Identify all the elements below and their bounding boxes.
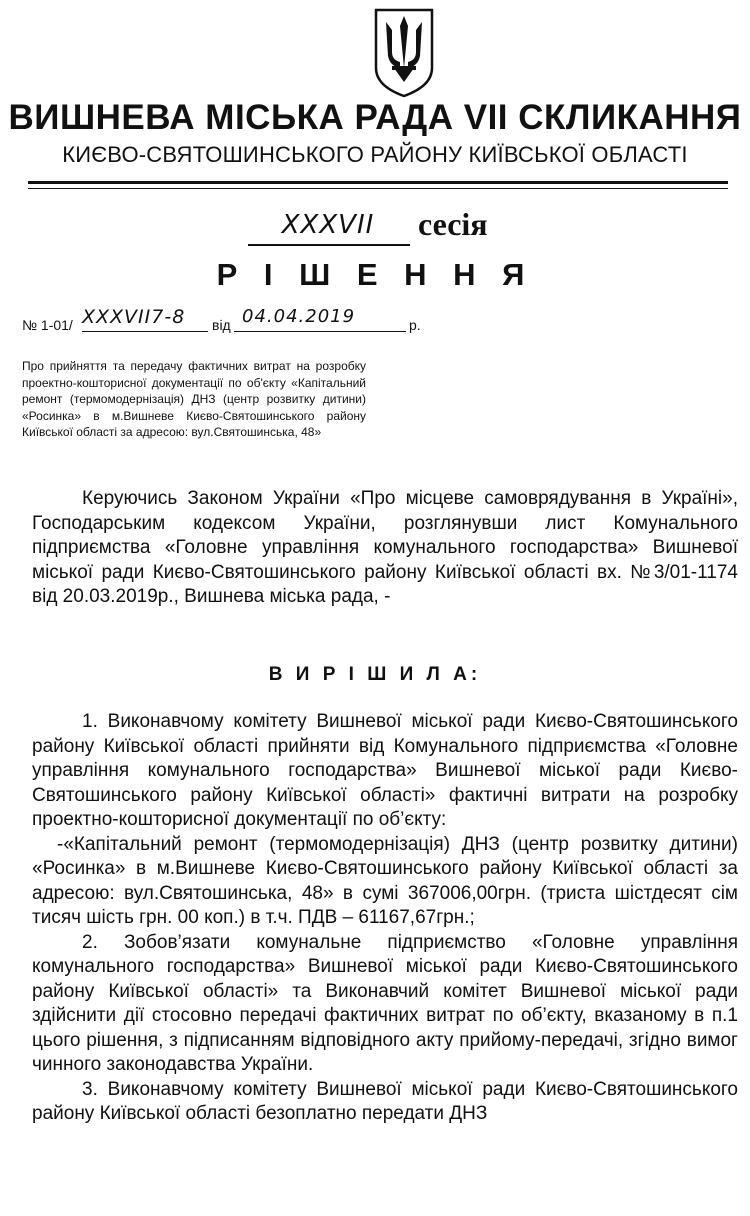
trident-coat-of-arms-icon (372, 6, 436, 98)
decision-subject: Про прийняття та передачу фактичних витрат на розробку проектно-кошторисної документації по об'єкту «Капітальний ремонт (термомодернізація) ДНЗ (центр розвитку дитини) «Росинка» в м.Вишневе Києво-Святошинського району Київської області за адресою: вул.Святошинська, 48» (22, 359, 366, 439)
session-number-handwritten: XXXVII (281, 210, 375, 240)
resolution-item-1: 1. Виконавчому комітету Вишневої міської ради Києво-Святошинського району Київської області прийняти від Комунального підприємства «Головне управління комунального господарства» Вишневої міської ради Києво-Святошинського району Київської області» фактичні витрати на розробку проектно-кошторисної документації по об’єкту: (32, 711, 738, 830)
resolved-heading: В И Р І Ш И Л А: (268, 664, 482, 685)
session-underline (248, 244, 410, 246)
number-prefix: № 1-01/ (22, 317, 73, 333)
date-handwritten: 04.04.2019 (242, 306, 356, 327)
session-label: сесія (418, 206, 488, 242)
resolution-item-3: 3. Виконавчому комітету Вишневої міської ради Києво-Святошинського району Київської області безоплатно передати ДНЗ (32, 1078, 738, 1124)
header-divider-thick (28, 181, 728, 184)
header-divider-thin (28, 188, 728, 189)
council-region: КИЄВО-СВЯТОШИНСЬКОГО РАЙОНУ КИЇВСЬКОЇ ОБЛАСТІ (62, 142, 688, 167)
resolution-item-2: 2. Зобов’язати комунальне підприємство «Головне управління комунального господарства» Вишневої міської ради Києво-Святошинського району Київської області» та Виконавчий комітет Вишневої міської ради здійснити дії стосовно передачі фактичних витрат по об’єкту, вказаному в п.1 цього рішення, з підписанням відповідного акту прийому-передачі, згідно вимог чинного законодавства України. (32, 931, 738, 1075)
decision-number-line (22, 306, 442, 336)
resolution-item-1-object: -«Капітальний ремонт (термомодернізація) ДНЗ (центр розвитку дитини) «Росинка» в м.Вишневе Києво-Святошинського району Київської області за адресою: вул.Святошинська, 48» в сумі 367006,00грн. (триста шістдесят сім тисяч шість грн. 00 коп.) в т.ч. ПДВ – 61167,67грн.; (32, 833, 738, 928)
decision-title: Р І Ш Е Н Н Я (216, 257, 534, 292)
preamble-paragraph: Керуючись Законом України «Про місцеве самоврядування в Україні», Господарським кодексом України, розглянувши лист Комунального підприємства «Головне управління комунального господарства» Вишневої міської ради Києво-Святошинського району Київської області вх. №3/01-1174 від 20.03.2019р., Вишнева міська рада, - (32, 488, 738, 607)
resolution-items (32, 710, 738, 1127)
number-handwritten: XXXVII7-8 (82, 306, 186, 328)
date-suffix: р. (409, 317, 421, 333)
council-title: ВИШНЕВА МІСЬКА РАДА VII СКЛИКАННЯ (8, 98, 742, 137)
session-line (248, 206, 548, 250)
date-prefix: від (212, 317, 231, 333)
date-underline (234, 331, 406, 332)
number-underline (82, 331, 208, 332)
